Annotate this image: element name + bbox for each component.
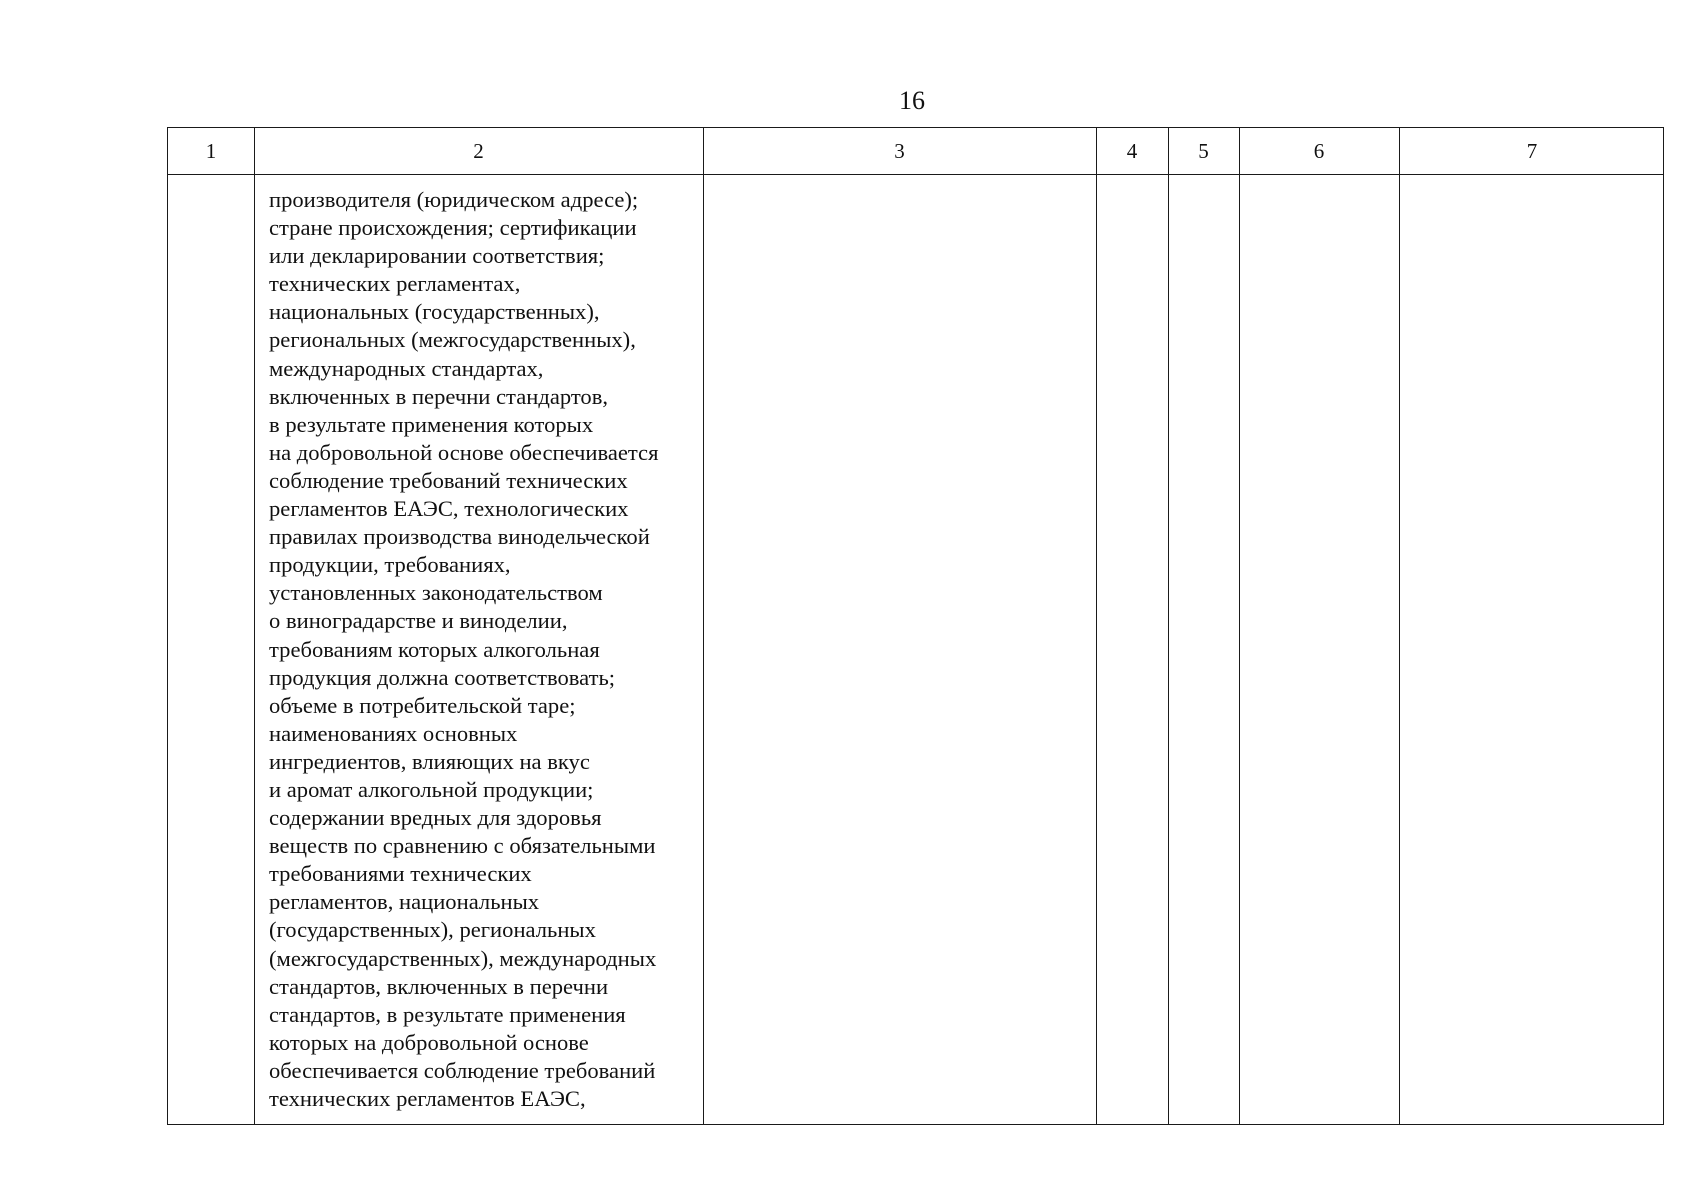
column2-line: национальных (государственных), — [269, 299, 600, 325]
column2-line: стандартов, в результате применения — [269, 1001, 626, 1027]
column2-line: технических регламентах, — [269, 271, 521, 297]
header-cell-4: 4 — [1126, 139, 1138, 163]
header-cell-5: 5 — [1198, 139, 1209, 163]
header-cell-3: 3 — [894, 139, 905, 163]
column2-line: регламентов ЕАЭС, технологических — [269, 496, 629, 522]
column2-line: производителя (юридическом адресе); — [269, 187, 639, 212]
column2-line: установленных законодательством — [269, 580, 603, 606]
header-cell-2: 2 — [473, 139, 484, 163]
column2-line: содержании вредных для здоровья — [269, 805, 602, 831]
body-cell-7 — [1399, 175, 1665, 1124]
column2-line: о виноградарстве и виноделии, — [269, 608, 568, 634]
body-cell-3 — [703, 175, 1096, 1124]
column2-line: продукции, требованиях, — [269, 552, 511, 578]
column2-line: объеме в потребительской таре; — [269, 692, 576, 718]
column2-line: правилах производства винодельческой — [269, 524, 650, 550]
column2-line: обеспечивается соблюдение требований — [269, 1057, 656, 1083]
body-cell-1 — [168, 175, 254, 1124]
column2-line: требованиям которых алкогольная — [269, 636, 600, 662]
column2-line: технических регламентов ЕАЭС, — [269, 1086, 586, 1111]
body-cell-2 — [254, 175, 703, 1124]
column2-line: соблюдение требований технических — [269, 467, 628, 493]
column2-line: или декларировании соответствия; — [269, 243, 605, 269]
document-table — [167, 127, 1664, 1125]
body-cell-5 — [1168, 175, 1239, 1124]
header-cell-6: 6 — [1313, 139, 1325, 163]
column2-line: которых на добровольной основе — [269, 1029, 589, 1055]
column2-line: продукция должна соответствовать; — [269, 664, 616, 690]
column2-line: международных стандартах, — [269, 355, 544, 381]
column2-line: веществ по сравнению с обязательными — [269, 833, 656, 859]
column2-line: стране происхождения; сертификации — [269, 215, 637, 241]
column2-line: стандартов, включенных в перечни — [269, 973, 609, 999]
column2-line: в результате применения которых — [269, 411, 594, 437]
column2-line: наименованиях основных — [269, 720, 518, 746]
column2-text — [269, 186, 689, 1113]
column2-line: региональных (межгосударственных), — [269, 327, 636, 353]
page-number: 16 — [899, 86, 925, 115]
header-cell-1: 1 — [205, 139, 217, 163]
column2-line: на добровольной основе обеспечивается — [269, 439, 659, 465]
column2-line: включенных в перечни стандартов, — [269, 383, 609, 409]
column2-line: (межгосударственных), международных — [269, 945, 657, 971]
body-cell-6 — [1239, 175, 1399, 1124]
body-cell-4 — [1096, 175, 1168, 1124]
column2-line: и аромат алкогольной продукции; — [269, 776, 594, 802]
header-cell-7: 7 — [1526, 139, 1538, 163]
column2-line: требованиями технических — [269, 861, 532, 887]
column2-line: ингредиентов, влияющих на вкус — [269, 748, 590, 774]
column2-line: (государственных), региональных — [269, 917, 596, 943]
column2-line: регламентов, национальных — [269, 889, 540, 915]
